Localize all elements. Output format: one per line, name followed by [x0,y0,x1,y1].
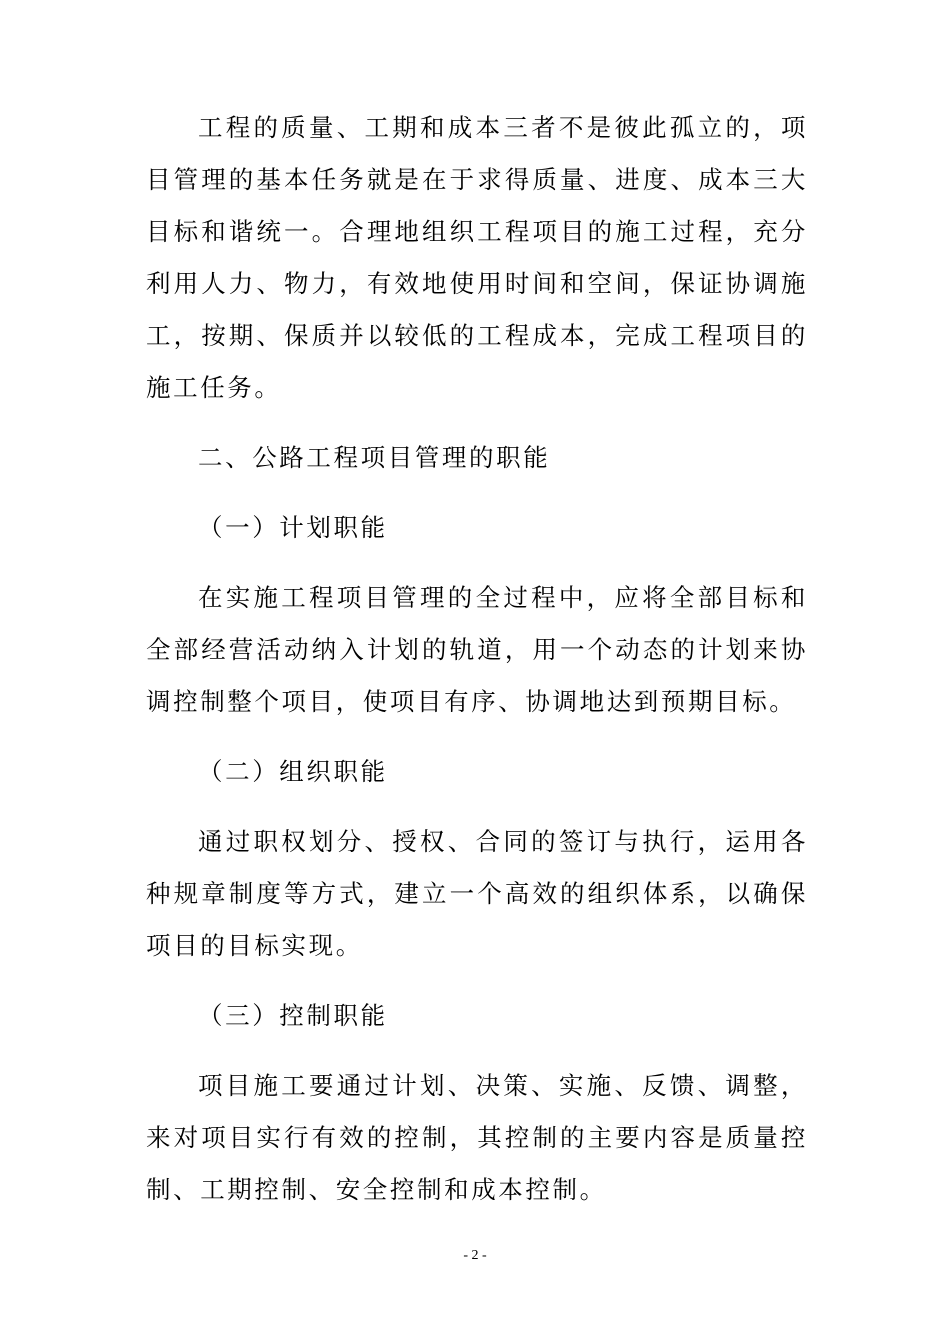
subheading-controlling: （三）控制职能 [198,1001,388,1030]
subheading-planning: （一）计划职能 [198,513,388,542]
page-number: - 2 - [463,1248,487,1263]
paragraph-planning: 在实施工程项目管理的全过程中，应将全部目标和全部经营活动纳入计划的轨道，用一个动态的计划来协调控制整个项目，使项目有序、协调地达到预期目标。 [146,583,808,716]
paragraph-organizing: 通过职权划分、授权、合同的签订与执行，运用各种规章制度等方式，建立一个高效的组织体系，以确保项目的目标实现。 [146,827,808,960]
document-body [146,102,808,1234]
section-heading-functions: 二、公路工程项目管理的职能 [198,443,551,472]
paragraph-controlling: 项目施工要通过计划、决策、实施、反馈、调整，来对项目实行有效的控制，其控制的主要内容是质量控制、工期控制、安全控制和成本控制。 [146,1071,808,1204]
subheading-organizing: （二）组织职能 [198,757,388,786]
paragraph-project-goals: 工程的质量、工期和成本三者不是彼此孤立的，项目管理的基本任务就是在于求得质量、进度、成本三大目标和谐统一。合理地组织工程项目的施工过程，充分利用人力、物力，有效地使用时间和空间，保证协调施工，按期、保质并以较低的工程成本，完成工程项目的施工任务。 [146,113,808,402]
